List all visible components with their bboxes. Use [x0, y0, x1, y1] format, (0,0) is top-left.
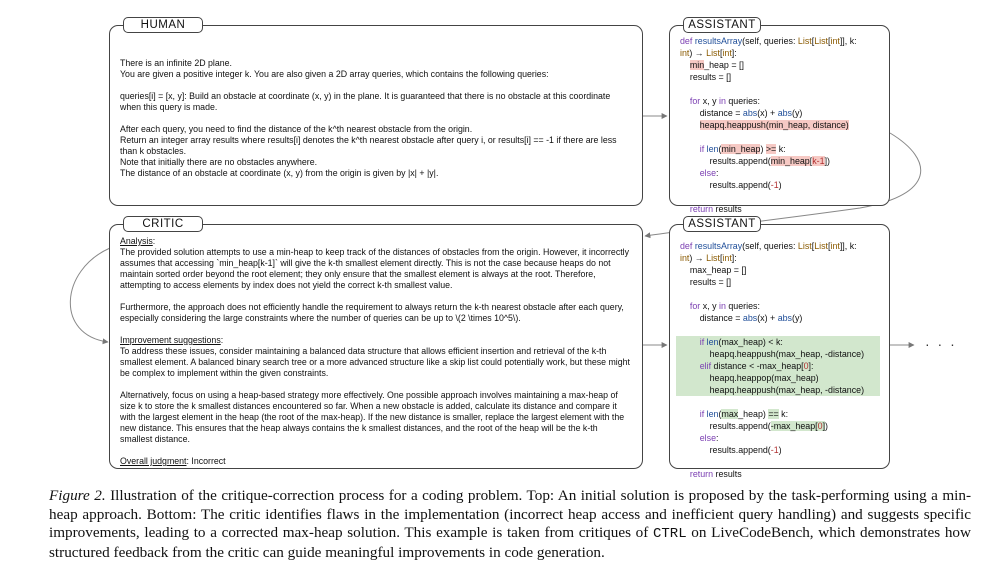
code-line: distance = abs(x) + abs(y) — [680, 108, 803, 118]
code-line-fixed: heapq.heappush(max_heap, -distance) — [680, 385, 865, 395]
improvement-paragraph: Alternatively, focus on using a heap-based strategy more effectively. One possible approach involves maintaining a max-heap of size k to store the k smallest distances encountered so far. When a new obstacle is added, calculate its distance and compare it with the largest element in the heap (the root of the max-heap). If the new distance is smaller, replace the largest element with the new distance. This ensures that the heap always contains the k smallest distances, and the root of the heap will be the k-th smallest distance. — [120, 390, 625, 444]
corrected-solution-code — [680, 240, 886, 480]
analysis-title: Analysis — [120, 236, 153, 246]
code-line: results.append(min_heap[k-1]) — [680, 156, 830, 166]
code-line: def resultsArray(self, queries: List[List[int]], k: — [680, 241, 857, 251]
human-line: The distance of an obstacle at coordinate (x, y) from the origin is given by |x| + |y|. — [120, 168, 439, 178]
code-line: results = [] — [680, 72, 732, 82]
code-line-fixed: heapq.heappush(max_heap, -distance) — [680, 349, 865, 359]
improvement-paragraph: To address these issues, consider maintaining a balanced data structure that allows efficient insertion and retrieval of the k-th smallest element. A balanced binary search tree or a more advanced structure like a skip list could potentially work, but these might be complex to implement within the given constraints. — [120, 346, 630, 378]
human-tag: HUMAN — [123, 17, 203, 33]
code-line: if len(max_heap) == k: — [699, 409, 789, 419]
human-line: There is an infinite 2D plane. — [120, 58, 232, 68]
code-line: results.append(-1) — [680, 180, 782, 190]
code-line — [680, 131, 886, 143]
analysis-block: Analysis: — [120, 236, 156, 246]
analysis-paragraph: The provided solution attempts to use a min-heap to keep track of the distances of obstacles from the origin. However, it incorrectly assumes that accessing `min_heap[k-1]` will give the k-th smallest element directly. This is not the case because heaps do not maintain sorted order beyond the root element; they only ensure that the smallest element is always at the root. Therefore, attempting to access elements by index does not yield the correct k-th smallest value. — [120, 247, 630, 290]
code-line — [680, 324, 886, 336]
code-line: for x, y in queries: — [689, 96, 760, 106]
human-line: You are given a positive integer k. You are also given a 2D array queries, which contains the following queries: — [120, 69, 549, 79]
code-line — [680, 456, 886, 468]
human-line: Return an integer array results where results[i] denotes the k^th nearest obstacle after query i, or results[i] == -1 if there are less than k obstacles. — [120, 135, 617, 156]
figure-caption — [49, 487, 971, 562]
caption-text: Illustration of the critique-correction process for a coding problem. Top: An initial solution is proposed by the task-performing using a min-heap approach. Bottom: The critic identifies flaws in the implementation (incorrect heap access and inefficient query handling) and suggests specific improvements, leading to a corrected max-heap solution. This example is taken from critiques of — [49, 487, 971, 541]
assistant-bottom-tag: ASSISTANT — [683, 216, 761, 232]
improvement-title: Improvement suggestions — [120, 335, 221, 345]
code-line: min_heap = [] — [689, 60, 744, 70]
code-line — [680, 396, 886, 408]
code-line: if len(min_heap) >= k: — [699, 144, 786, 154]
human-line: Note that initially there are no obstacles anywhere. — [120, 157, 318, 167]
assistant-top-tag: ASSISTANT — [683, 17, 761, 33]
analysis-paragraph: Furthermore, the approach does not efficiently handle the requirement to always return the k-th nearest obstacle after each query, especially considering the large constraints where the number of queries can be up to \(2 \times 10^5\). — [120, 302, 624, 323]
code-line: results = [] — [680, 277, 732, 287]
judgment-title: Overall judgment — [120, 456, 187, 466]
fix-highlight-block — [676, 336, 880, 396]
human-prompt — [120, 58, 632, 179]
code-line — [680, 83, 886, 95]
arrow-critic-loop — [70, 248, 110, 342]
code-line-fixed: elif distance < -max_heap[0]: — [699, 361, 814, 371]
code-line — [680, 191, 886, 203]
code-line: else: — [699, 168, 719, 178]
caption-text-end: on LiveCodeBench, which demonstrates how structured feedback from the critic can guide meaningful improvements in code generation. — [49, 524, 971, 561]
code-line: def resultsArray(self, queries: List[List[int]], k: — [680, 36, 857, 46]
human-line: After each query, you need to find the distance of the k^th nearest obstacle from the origin. — [120, 124, 473, 134]
code-line: results.append(-1) — [680, 445, 782, 455]
code-line: else: — [699, 433, 719, 443]
human-line: queries[i] = [x, y]: Build an obstacle at coordinate (x, y) in the plane. It is guaranteed that there is no obstacle at this coordinate when this query is made. — [120, 91, 611, 112]
code-line-highlighted: heapq.heappush(min_heap, distance) — [699, 120, 849, 130]
judgment-value: Incorrect — [191, 456, 226, 466]
code-line: distance = abs(x) + abs(y) — [680, 313, 803, 323]
continuation-ellipsis: · · · — [925, 336, 957, 352]
judgment-line: Overall judgment: Incorrect — [120, 456, 226, 466]
initial-solution-code — [680, 35, 886, 215]
code-line: int) → List[int]: — [680, 253, 737, 263]
code-line-fixed: if len(max_heap) < k: — [699, 337, 783, 347]
code-line: for x, y in queries: — [689, 301, 760, 311]
code-line: results.append(-max_heap[0]) — [680, 421, 829, 431]
code-line: int) → List[int]: — [680, 48, 737, 58]
critic-tag: CRITIC — [123, 216, 203, 232]
code-line-fixed: heapq.heappop(max_heap) — [680, 373, 819, 383]
code-line: return results — [689, 469, 742, 479]
method-name: CTRL — [652, 526, 687, 542]
code-line — [680, 288, 886, 300]
figure-label: Figure 2. — [49, 487, 106, 504]
improvement-block: Improvement suggestions: — [120, 335, 224, 345]
critic-feedback — [120, 236, 632, 467]
code-line: max_heap = [] — [680, 265, 747, 275]
code-line: return results — [689, 204, 742, 214]
